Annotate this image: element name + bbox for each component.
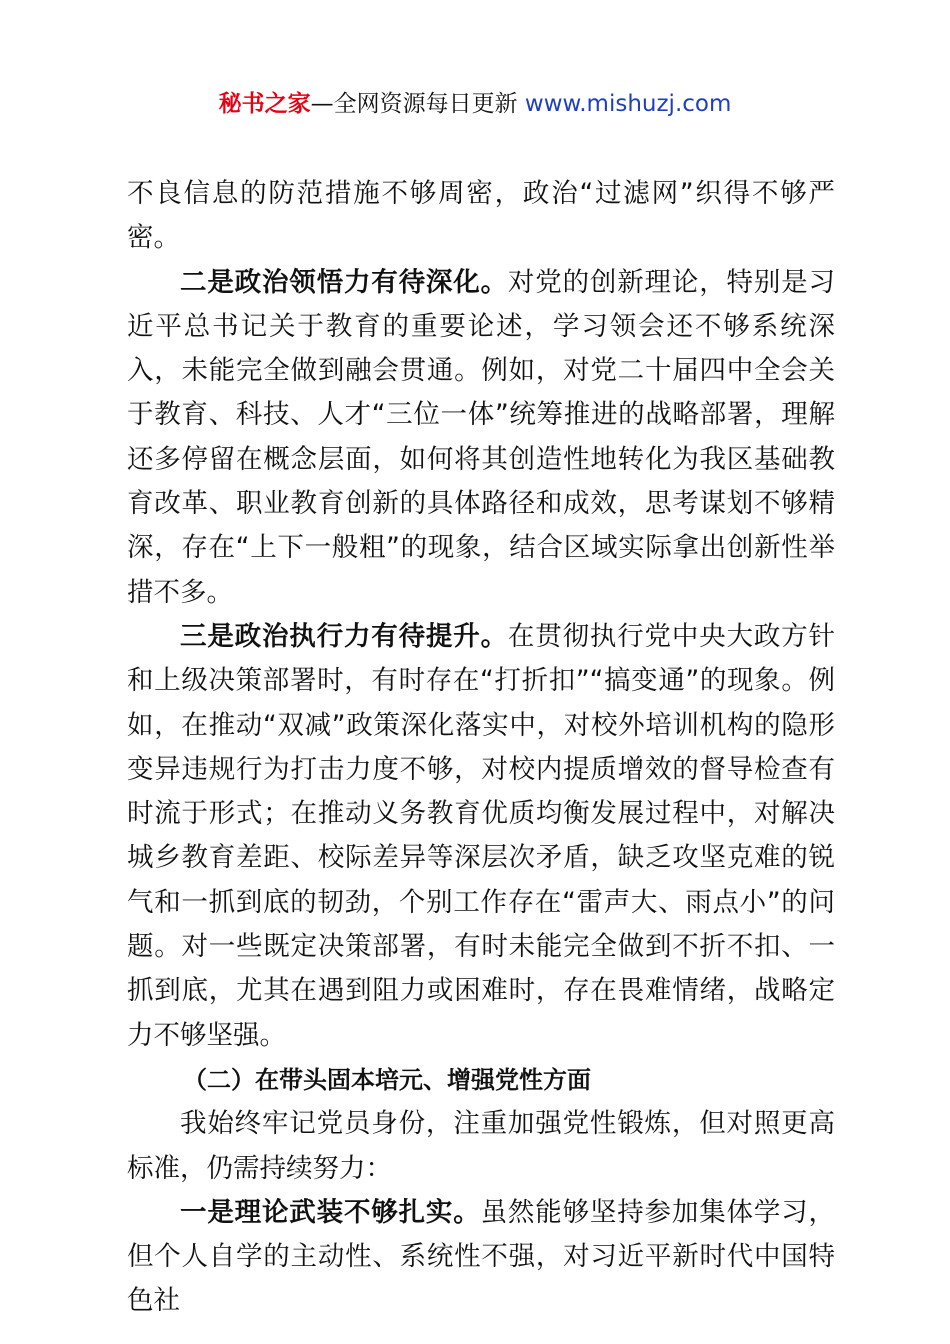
paragraph-political-execution [127,615,835,1058]
section-heading: （二）在带头固本培元、增强党性方面 [183,1065,591,1094]
paragraph-lead: 三是政治执行力有待提升。 [180,620,508,652]
header-tagline: —全网资源每日更新 [310,91,525,117]
paragraph-text: 虽然能够坚持参加集体学习，但个人自学的主动性、系统性不强，对习近平新时代中国特色社 [127,1196,836,1317]
paragraph-text: 不良信息的防范措施不够周密，政治“过滤网”织得不够严密。 [127,178,835,254]
paragraph-lead: 二是政治领悟力有待深化。 [180,266,508,298]
paragraph-text: 在贯彻执行党中央大政方针和上级决策部署时，有时存在“打折扣”“搞变通”的现象。例如，在推动“双减”政策深化落实中，对校外培训机构的隐形变异违规行为打击力度不够，对校内提质增效的督导检查有时流于形式；在推动义务教育优质均衡发展过程中，对解决城乡教育差距、校际差异等深层次矛盾，缺乏攻坚克难的锐气和一抓到底的韧劲，个别工作存在“雷声大、雨点小”的问题。对一些既定决策部署，有时未能完全做到不折不扣、一抓到底，尤其在遇到阻力或困难时，存在畏难情绪，战略定力不够坚强。 [127,620,836,1051]
site-url: www.mishuzj.com [524,91,732,117]
document-body [127,172,835,1324]
paragraph-party-spirit-intro [127,1102,835,1191]
paragraph-continuation [127,172,835,261]
paragraph-text: 我始终牢记党员身份，注重加强党性锻炼，但对照更高标准，仍需持续努力： [127,1108,835,1184]
paragraph-lead: 一是理论武装不够扎实。 [180,1196,481,1228]
paragraph-theory-armament [127,1191,835,1324]
paragraph-political-comprehension [127,261,835,615]
page-header [0,86,950,122]
brand-name: 秘书之家 [218,91,311,117]
paragraph-text: 对党的创新理论，特别是习近平总书记关于教育的重要论述，学习领会还不够系统深入，未能完全做到融会贯通。例如，对党二十届四中全会关于教育、科技、人才“三位一体”统筹推进的战略部署，理解还多停留在概念层面，如何将其创造性地转化为我区基础教育改革、职业教育创新的具体路径和成效，思考谋划不够精深，存在“上下一般粗”的现象，结合区域实际拿出创新性举措不多。 [127,266,836,608]
